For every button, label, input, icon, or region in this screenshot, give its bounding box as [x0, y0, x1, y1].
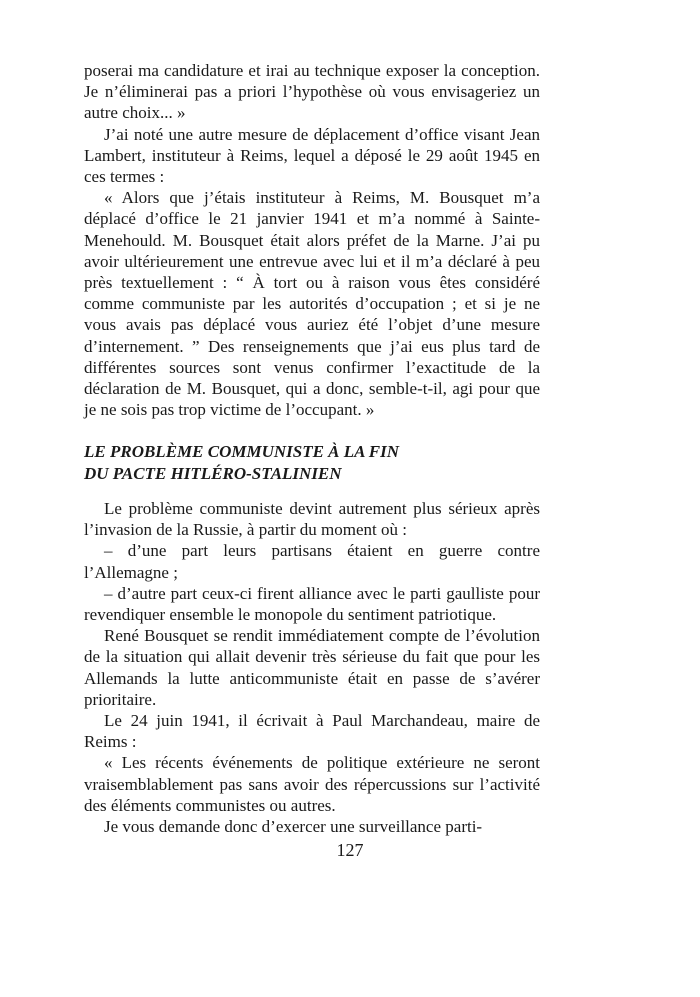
- paragraph-surveillance: Je vous demande donc d’exercer une surveillance parti-: [104, 817, 483, 837]
- paragraph-lambert-quote: « Alors que j’étais instituteur à Reims, M. Bousquet m’a déplacé d’office le 21 janvier 1941 et m’a nommé à Sainte-Menehould. M. Bousquet était alors préfet de la Marne. J’ai pu avoir ultérieurement une entrevue avec lui et il m’a déclaré à peu près textuellement : “ À tort ou à raison vous êtes considéré comme communiste par les autorités d’occupation ; et si je ne vous avais pas déplacé vous auriez été l’objet d’une mesure d’internement. ” Des renseignements que j’ai eus plus tard de différentes sources sont venus confirmer l’exactitude de la déclaration de M. Bousquet, qui a donc, semble-t-il, agi pour que je ne sois pas trop victime de l’occupant. »: [84, 188, 540, 420]
- paragraph-continuation: poserai ma candidature et irai au technique exposer la conception. Je n’éliminerai pas a priori l’hypothèse où vous envisageriez un autre choix... »: [84, 61, 540, 123]
- paragraph-bousquet: René Bousquet se rendit immédiatement compte de l’évolution de la situation qui allait devenir très sérieuse du fait que pour les Allemands la lutte anticommuniste était en passe de s’avérer prioritaire.: [84, 626, 540, 709]
- text-section-2: [84, 498, 540, 837]
- section-heading: [84, 441, 540, 485]
- paragraph-point-1: – d’une part leurs partisans étaient en guerre contre l’Allemagne ;: [84, 541, 540, 582]
- section-heading-line-1: LE PROBLÈME COMMUNISTE À LA FIN: [84, 442, 400, 461]
- section-heading-line-2: DU PACTE HITLÉRO-STALINIEN: [84, 464, 342, 483]
- paragraph-problem: Le problème communiste devint autrement plus sérieux après l’invasion de la Russie, à partir du moment où :: [84, 499, 540, 540]
- paragraph-letter-quote: « Les récents événements de politique extérieure ne seront vraisemblablement pas sans avoir des répercussions sur l’activité des éléments communistes ou autres.: [84, 753, 540, 815]
- paragraph-lambert-intro: J’ai noté une autre mesure de déplacement d’office visant Jean Lambert, instituteur à Reims, lequel a déposé le 29 août 1945 en ces termes :: [84, 124, 540, 187]
- page-number: 127: [336, 840, 364, 860]
- text-section-1: [84, 60, 540, 420]
- paragraph-letter-date: Le 24 juin 1941, il écrivait à Paul Marchandeau, maire de Reims :: [84, 711, 540, 752]
- paragraph-point-2: – d’autre part ceux-ci firent alliance avec le parti gaulliste pour revendiquer ensemble le monopole du sentiment patriotique.: [84, 583, 540, 625]
